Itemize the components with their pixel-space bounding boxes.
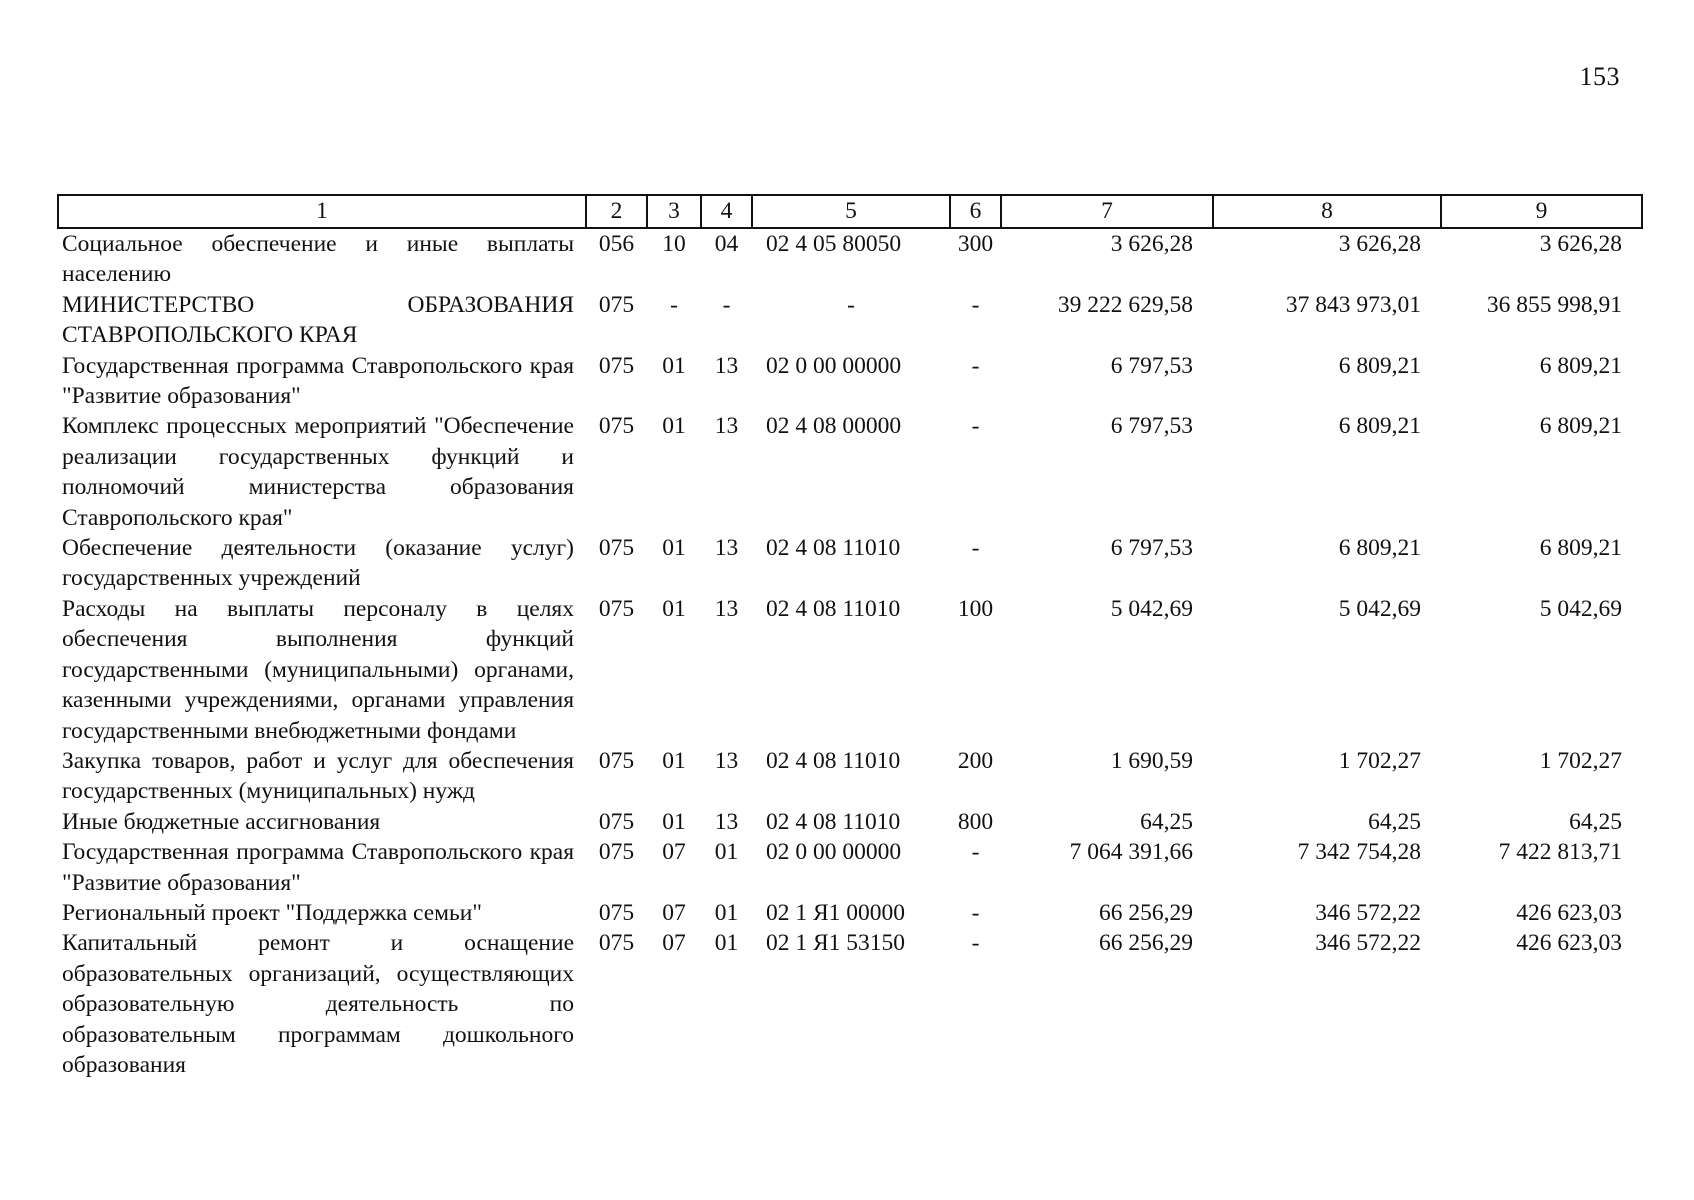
cell-target-article: 02 4 08 11010 (766, 535, 901, 562)
cell-section: 07 (662, 839, 686, 866)
table-row (58, 594, 1642, 746)
table-row (58, 898, 1642, 928)
cell-target-article: 02 4 05 80050 (766, 231, 902, 257)
cell-expense-type: 800 (957, 808, 994, 835)
cell-amount-3: 6 809,21 (1539, 413, 1622, 440)
cell-amount-3: 3 626,28 (1539, 231, 1622, 257)
cell-subsection: 13 (714, 747, 739, 774)
cell-subsection: 13 (714, 595, 739, 622)
cell-target-article: 02 1 Я1 00000 (766, 899, 906, 926)
row-name: Региональный проект "Поддержка семьи" (62, 899, 482, 926)
cell-expense-type: 300 (957, 231, 994, 257)
row-name: Государственная программа Ставропольского края "Развитие образования" (62, 352, 574, 410)
page-number: 153 (1579, 62, 1620, 91)
cell-target-article: 02 4 08 11010 (766, 747, 901, 774)
cell-subsection: 01 (714, 839, 739, 866)
row-name: Комплекс процессных мероприятий "Обеспечение реализации государственных функций и полномочий министерства образования Ставропольского края" (62, 413, 574, 531)
row-name: МИНИСТЕРСТВО ОБРАЗОВАНИЯ СТАВРОПОЛЬСКОГО КРАЯ (62, 291, 574, 349)
cell-amount-1: 39 222 629,58 (1057, 291, 1193, 318)
cell-ministry-code: 075 (598, 352, 635, 379)
cell-amount-3: 6 809,21 (1539, 352, 1622, 379)
cell-section: 01 (662, 808, 686, 835)
cell-amount-2: 37 843 973,01 (1285, 291, 1421, 318)
row-name: Капитальный ремонт и оснащение образовательных организаций, осуществляющих образовательную деятельность по образовательным программам дошкольного образования (62, 930, 574, 1078)
cell-section: 01 (662, 747, 686, 774)
cell-amount-2: 6 809,21 (1338, 352, 1421, 379)
cell-expense-type: - (971, 352, 980, 379)
cell-subsection: 01 (714, 930, 739, 957)
cell-amount-3: 426 623,03 (1516, 930, 1622, 957)
cell-ministry-code: 075 (598, 535, 635, 562)
cell-ministry-code: 075 (598, 839, 635, 866)
cell-subsection: 13 (714, 352, 739, 379)
cell-amount-1: 66 256,29 (1099, 899, 1193, 926)
cell-expense-type: - (971, 413, 980, 440)
cell-expense-type: - (971, 930, 980, 957)
cell-amount-3: 36 855 998,91 (1486, 291, 1622, 318)
cell-subsection: 04 (714, 231, 739, 257)
cell-section: 01 (662, 352, 686, 379)
row-name: Социальное обеспечение и иные выплаты населению (62, 231, 574, 288)
table-row (58, 228, 1642, 290)
cell-amount-3: 426 623,03 (1516, 899, 1622, 926)
table-row (58, 928, 1642, 1080)
cell-section: 07 (662, 899, 686, 926)
column-header: 3 (647, 195, 701, 228)
cell-target-article: 02 0 00 00000 (766, 839, 902, 866)
budget-table (57, 194, 1643, 1080)
row-name: Расходы на выплаты персоналу в целях обеспечения выполнения функций государственными (муниципальными) органами, казенными учреждениями, органами управления государственными внебюджетными фондами (62, 595, 574, 744)
cell-section: 10 (662, 231, 686, 257)
cell-ministry-code: 075 (598, 291, 635, 318)
row-name: Закупка товаров, работ и услуг для обеспечения государственных (муниципальных) нужд (62, 747, 574, 805)
column-header: 2 (586, 195, 647, 228)
cell-ministry-code: 075 (598, 747, 635, 774)
cell-amount-2: 6 809,21 (1338, 413, 1421, 440)
cell-amount-2: 5 042,69 (1338, 595, 1421, 622)
cell-amount-2: 346 572,22 (1315, 930, 1421, 957)
column-header: 4 (701, 195, 752, 228)
cell-amount-1: 1 690,59 (1110, 747, 1193, 774)
cell-amount-2: 6 809,21 (1338, 535, 1421, 562)
column-header: 1 (58, 195, 586, 228)
cell-amount-1: 7 064 391,66 (1069, 839, 1193, 866)
cell-subsection: 13 (714, 535, 739, 562)
table-row (58, 351, 1642, 412)
cell-target-article: 02 0 00 00000 (766, 352, 902, 379)
row-name: Обеспечение деятельности (оказание услуг) государственных учреждений (62, 535, 574, 592)
cell-amount-3: 5 042,69 (1539, 595, 1622, 622)
cell-amount-2: 3 626,28 (1338, 231, 1421, 257)
cell-section: 01 (662, 595, 686, 622)
column-header: 5 (752, 195, 950, 228)
cell-expense-type: - (971, 899, 980, 926)
cell-amount-2: 64,25 (1368, 808, 1421, 835)
row-name: Иные бюджетные ассигнования (62, 808, 381, 835)
cell-subsection: 13 (714, 808, 739, 835)
table-row (58, 746, 1642, 807)
cell-amount-3: 6 809,21 (1539, 535, 1622, 562)
cell-amount-3: 1 702,27 (1539, 747, 1622, 774)
table-row (58, 807, 1642, 837)
cell-expense-type: - (971, 535, 980, 562)
cell-section: - (670, 291, 678, 318)
cell-section: 01 (662, 413, 686, 440)
cell-section: 01 (662, 535, 686, 562)
column-header: 9 (1441, 195, 1642, 228)
column-header: 7 (1001, 195, 1213, 228)
cell-ministry-code: 056 (598, 231, 635, 257)
cell-subsection: 01 (714, 899, 739, 926)
cell-amount-3: 64,25 (1569, 808, 1622, 835)
cell-ministry-code: 075 (598, 899, 635, 926)
cell-target-article: 02 4 08 11010 (766, 808, 901, 835)
cell-amount-1: 3 626,28 (1110, 231, 1193, 257)
cell-target-article: - (847, 291, 855, 318)
cell-amount-2: 346 572,22 (1315, 899, 1421, 926)
cell-ministry-code: 075 (598, 930, 635, 957)
cell-target-article: 02 4 08 11010 (766, 595, 901, 622)
table-row (58, 411, 1642, 533)
cell-ministry-code: 075 (598, 595, 635, 622)
table-row (58, 533, 1642, 594)
cell-subsection: 13 (714, 413, 739, 440)
cell-expense-type: - (971, 291, 980, 318)
cell-target-article: 02 1 Я1 53150 (766, 930, 906, 957)
row-name: Государственная программа Ставропольского края "Развитие образования" (62, 839, 574, 896)
cell-amount-1: 6 797,53 (1110, 535, 1193, 562)
table-row (58, 837, 1642, 898)
cell-target-article: 02 4 08 00000 (766, 413, 902, 440)
column-header: 8 (1213, 195, 1441, 228)
cell-amount-3: 7 422 813,71 (1498, 839, 1622, 866)
cell-amount-1: 6 797,53 (1110, 352, 1193, 379)
cell-amount-1: 6 797,53 (1110, 413, 1193, 440)
cell-expense-type: - (971, 839, 980, 866)
cell-ministry-code: 075 (598, 808, 635, 835)
cell-amount-1: 5 042,69 (1110, 595, 1193, 622)
cell-amount-1: 64,25 (1140, 808, 1193, 835)
column-number-row (58, 195, 1642, 228)
cell-expense-type: 200 (957, 747, 994, 774)
cell-section: 07 (662, 930, 686, 957)
cell-ministry-code: 075 (598, 413, 635, 440)
cell-amount-2: 7 342 754,28 (1297, 839, 1421, 866)
column-header: 6 (950, 195, 1001, 228)
cell-expense-type: 100 (957, 595, 994, 622)
cell-amount-2: 1 702,27 (1338, 747, 1421, 774)
table-row (58, 290, 1642, 351)
cell-amount-1: 66 256,29 (1099, 930, 1193, 957)
cell-subsection: - (722, 291, 731, 318)
